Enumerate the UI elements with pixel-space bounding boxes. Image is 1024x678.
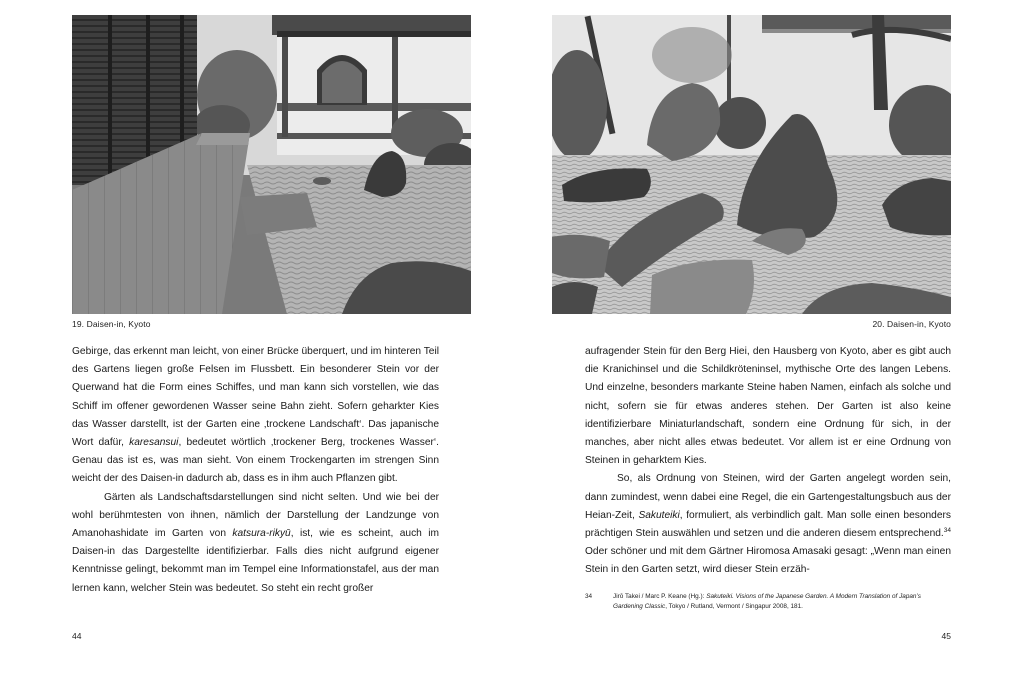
text-run: , formuliert, als verbindlich galt. Man solle einen besonders prächtigen Stein auswählen und setzen und die anderen diesem entsprechend. (585, 509, 951, 540)
paragraph (585, 470, 951, 579)
photo-daisen-in-rock-garden (552, 15, 951, 314)
italic-term: Sakuteiki (638, 509, 680, 521)
footnote-number: 34 (585, 593, 593, 600)
paragraph (72, 489, 439, 598)
italic-term: karesansui (129, 437, 179, 449)
body-text (72, 343, 439, 598)
italic-term: Sakuteiki. Visions of the Japanese Garden. A Modern Translation of Japan’s Gardening Classic (613, 593, 921, 610)
photo-rock-garden-graphic (552, 15, 951, 314)
italic-term: katsura-rikyū (232, 528, 291, 540)
paragraph (585, 343, 951, 470)
page-number: 45 (941, 631, 951, 641)
text-run: So, als Ordnung von Steinen, wird der Garten angelegt worden sein, dann zumindest, wenn dabei eine Regel, die ein Gartengestaltungsbuch aus der Heian-Zeit, (585, 473, 951, 521)
text-run: Jirō Takei / Marc P. Keane (Hg.): (613, 593, 707, 600)
photo-daisen-in-veranda (72, 15, 471, 314)
page-number: 44 (72, 631, 82, 641)
text-run: Gärten als Landschaftsdarstellungen sind nicht selten. Und wie bei der wohl berühmtesten von ihnen, nämlich der Darstellung der Landzunge von Amanohashidate im Garten von (72, 491, 439, 540)
footnote-text (613, 592, 951, 612)
text-run: , Tokyo / Rutland, Vermont / Singapur 2008, 181. (665, 603, 803, 610)
photo-caption: 19. Daisen-in, Kyoto (72, 319, 151, 329)
right-page (512, 0, 1024, 678)
text-run: , ist, wie es scheint, auch im Daisen-in das Dargestellte identifizierbar. Falls dies nicht aufgrund eigener Kenntnisse gelingt, bekommt man im Tempel eine Informationstafel, aus der man lernen kann, welcher Stein was bedeutet. So steht ein recht großer (72, 528, 439, 594)
text-run: Gebirge, das erkennt man leicht, von einer Brücke überquert, und im hinteren Teil des Gartens liegen große Felsen im Flussbett. Ein besonderer Stein vor der Querwand hat die Form eines Schiffes, und man kann sich vorstellen, wie das Schiff im offener gewordenen Wasser seine Bahn zieht. Sofern geharkter Kies das Wasser darstellt, ist der Garten eine ‚trockene Landschaft‘. Das japanische Wort dafür, (72, 346, 439, 449)
photo-caption: 20. Daisen-in, Kyoto (872, 319, 951, 329)
text-run: Oder schöner und mit dem Gärtner Hiromosa Amasaki gesagt: „Wenn man einen Stein in den Garten setzt, wird dieser Stein erzäh- (585, 546, 951, 576)
footnote (585, 592, 951, 612)
photo-veranda-graphic (72, 15, 471, 314)
paragraph (72, 343, 439, 489)
footnote-reference: 34 (943, 527, 951, 535)
text-run: aufragender Stein für den Berg Hiei, den Hausberg von Kyoto, aber es gibt auch die Kranichinsel und die Schildkröteninsel, mythische Orte des langen Lebens. Und einzelne, besonders markante Steine haben Namen, einfach als solche und nicht, sofern sie für etwas anderes stehen. Der Garten ist also keine identifizierbare Miniaturlandschaft, sondern eine Ordnung für sich, in der manches, aber nicht alles etwas bedeutet. Vor allem ist er eine Ordnung von Steinen in geharktem Kies. (585, 346, 951, 467)
text-run: , bedeutet wörtlich ‚trockener Berg, trockenes Wasser‘. Genau das ist es, was man sieht. Von einem Trockengarten im strengen Sinn weicht der des Daisen-in dadurch ab, dass es in ihm auch Pflanzen gibt. (72, 437, 439, 485)
body-text (585, 343, 951, 580)
